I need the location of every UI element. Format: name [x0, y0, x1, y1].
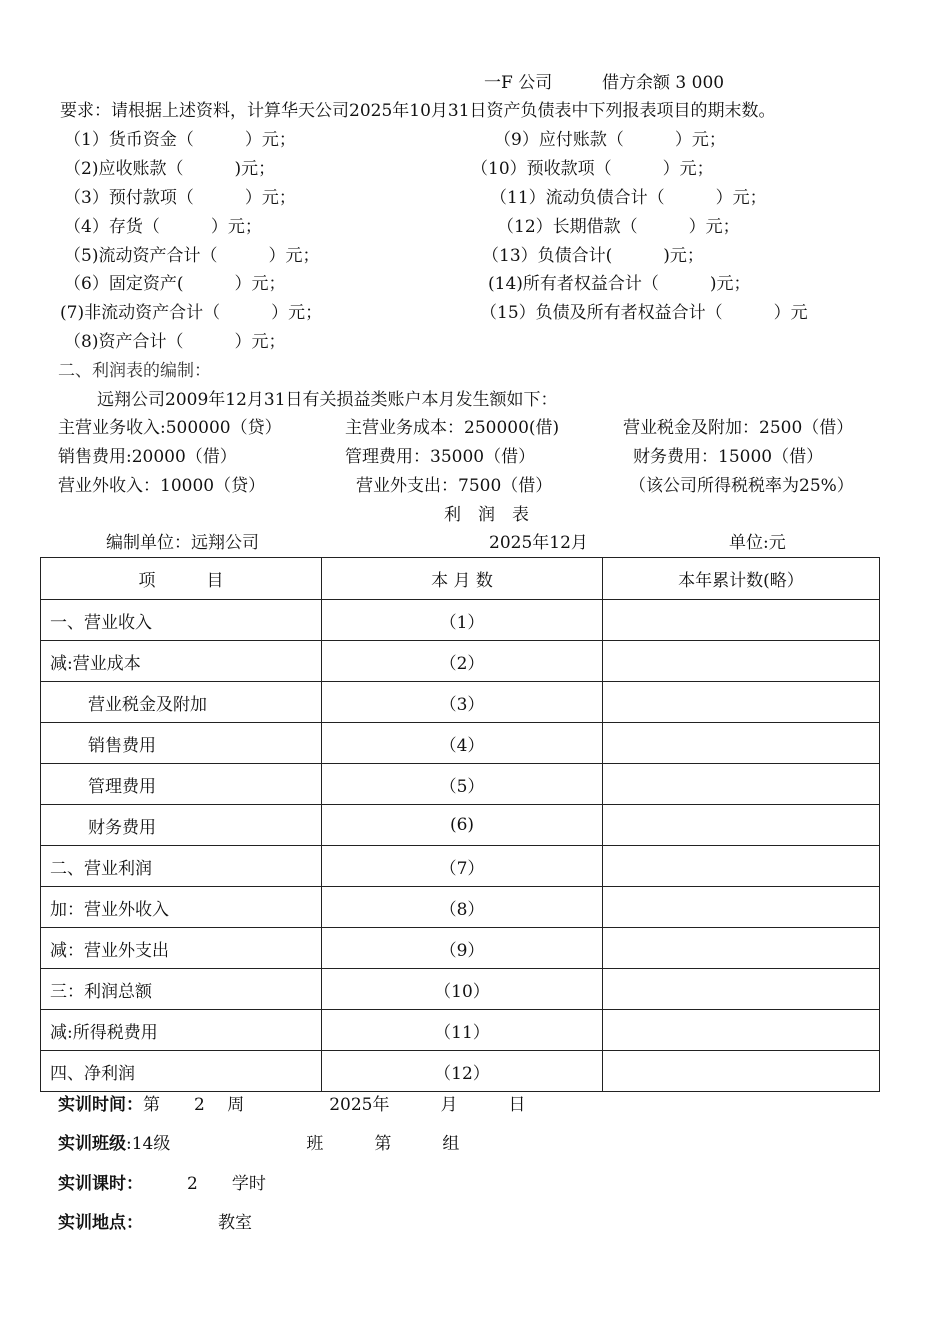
table-row [41, 846, 880, 887]
row-month-value: （9） [322, 928, 603, 969]
section-intro: 远翔公司2009年12月31日有关损益类账户本月发生额如下： [97, 390, 558, 410]
row-ytd-cell [603, 1010, 880, 1051]
row-ytd-cell [603, 805, 880, 846]
row-month-value: （7） [322, 846, 603, 887]
row-label: 财务费用 [41, 805, 322, 846]
header-ytd: 本年累计数(略） [603, 558, 880, 600]
row-label: 销售费用 [41, 723, 322, 764]
row-ytd-cell [603, 887, 880, 928]
header-month: 本 月 数 [322, 558, 603, 600]
row-label: 减:营业成本 [41, 641, 322, 682]
section-title: 二、利润表的编制： [58, 361, 211, 381]
table-row [41, 1051, 880, 1092]
row-month-value: （10） [322, 969, 603, 1010]
row-month-value: （1） [322, 600, 603, 641]
table-title: 利 润 表 [444, 505, 529, 525]
row-month-value: （11） [322, 1010, 603, 1051]
account-tax-surcharge: 营业税金及附加：2500（借） [623, 418, 854, 438]
account-admin-expense: 管理费用：35000（借） [345, 447, 536, 467]
item-9: （9）应付账款（ ）元； [494, 130, 726, 150]
item-4: （4）存货（ ）元； [64, 217, 262, 237]
row-label: 减:所得税费用 [41, 1010, 322, 1051]
row-label: 营业税金及附加 [41, 682, 322, 723]
debit-balance: 借方余额 3 000 [602, 73, 725, 93]
table-org: 编制单位：远翔公司 [106, 533, 259, 553]
item-3: （3）预付款项（ ）元； [64, 188, 296, 208]
item-14: (14)所有者权益合计（ )元； [488, 274, 751, 294]
table-unit: 单位:元 [729, 533, 786, 553]
row-ytd-cell [603, 969, 880, 1010]
account-nonop-income: 营业外收入：10000（贷） [58, 476, 266, 496]
row-ytd-cell [603, 764, 880, 805]
row-month-value: （12） [322, 1051, 603, 1092]
item-1: （1）货币资金（ ）元； [64, 130, 296, 150]
row-month-value: （8） [322, 887, 603, 928]
row-label: 减：营业外支出 [41, 928, 322, 969]
account-selling-expense: 销售费用:20000（借） [58, 447, 237, 467]
tax-rate-note: （该公司所得税税率为25%） [629, 476, 854, 496]
item-10: （10）预收款项（ ）元； [471, 159, 714, 179]
row-label: 二、营业利润 [41, 846, 322, 887]
requirement-text: 要求：请根据上述资料，计算华天公司2025年10月31日资产负债表中下列报表项目的期末数。 [60, 101, 776, 121]
row-ytd-cell [603, 723, 880, 764]
row-month-value: （5） [322, 764, 603, 805]
training-hours-label: 实训课时： [58, 1174, 143, 1194]
row-month-value: (6) [322, 805, 603, 846]
training-class [58, 1136, 459, 1153]
training-hours-value: 2 学时 [187, 1174, 266, 1194]
table-row [41, 600, 880, 641]
account-finance-expense: 财务费用：15000（借） [633, 447, 824, 467]
item-5: （5)流动资产合计（ ）元； [64, 246, 320, 266]
row-ytd-cell [603, 1051, 880, 1092]
income-statement-table [40, 557, 880, 1092]
training-class-label: 实训班级 [58, 1134, 126, 1154]
table-row [41, 1010, 880, 1051]
table-row [41, 764, 880, 805]
training-place-value: 教室 [218, 1213, 252, 1233]
row-month-value: （3） [322, 682, 603, 723]
account-main-cost: 主营业务成本：250000(借) [345, 418, 560, 438]
item-15: （15）负债及所有者权益合计（ ）元 [480, 303, 808, 323]
row-label: 管理费用 [41, 764, 322, 805]
account-nonop-expense: 营业外支出：7500（借） [356, 476, 553, 496]
table-row [41, 682, 880, 723]
row-ytd-cell [603, 846, 880, 887]
row-ytd-cell [603, 682, 880, 723]
item-13: （13）负债合计( )元； [482, 246, 704, 266]
training-time-value: 第 2 周 2025年 月 日 [143, 1095, 526, 1115]
table-row [41, 641, 880, 682]
row-label: 四、净利润 [41, 1051, 322, 1092]
item-12: （12）长期借款（ ）元； [497, 217, 740, 237]
row-label: 一、营业收入 [41, 600, 322, 641]
training-class-value: :14级 班 第 组 [126, 1134, 460, 1154]
account-main-revenue: 主营业务收入:500000（贷） [58, 418, 282, 438]
item-11: （11）流动负债合计（ ）元； [490, 188, 767, 208]
row-ytd-cell [603, 600, 880, 641]
company-label: 一F 公司 [484, 73, 553, 93]
training-hours [58, 1176, 266, 1193]
table-row [41, 887, 880, 928]
row-label: 加：营业外收入 [41, 887, 322, 928]
table-period: 2025年12月 [489, 533, 588, 553]
row-label: 三：利润总额 [41, 969, 322, 1010]
item-2: （2)应收账款（ )元； [64, 159, 276, 179]
training-time [58, 1097, 525, 1114]
table-row [41, 805, 880, 846]
item-7: (7)非流动资产合计（ ）元； [60, 303, 323, 323]
item-8: （8)资产合计（ ）元； [64, 332, 286, 352]
row-month-value: （4） [322, 723, 603, 764]
table-row [41, 723, 880, 764]
row-ytd-cell [603, 641, 880, 682]
item-6: （6）固定资产( ）元； [64, 274, 286, 294]
table-row [41, 928, 880, 969]
training-time-label: 实训时间： [58, 1095, 143, 1115]
row-month-value: （2） [322, 641, 603, 682]
table-row [41, 969, 880, 1010]
training-place [58, 1215, 252, 1232]
training-place-label: 实训地点： [58, 1213, 143, 1233]
header-item: 项 目 [41, 558, 322, 600]
table-header-row [41, 558, 880, 600]
row-ytd-cell [603, 928, 880, 969]
